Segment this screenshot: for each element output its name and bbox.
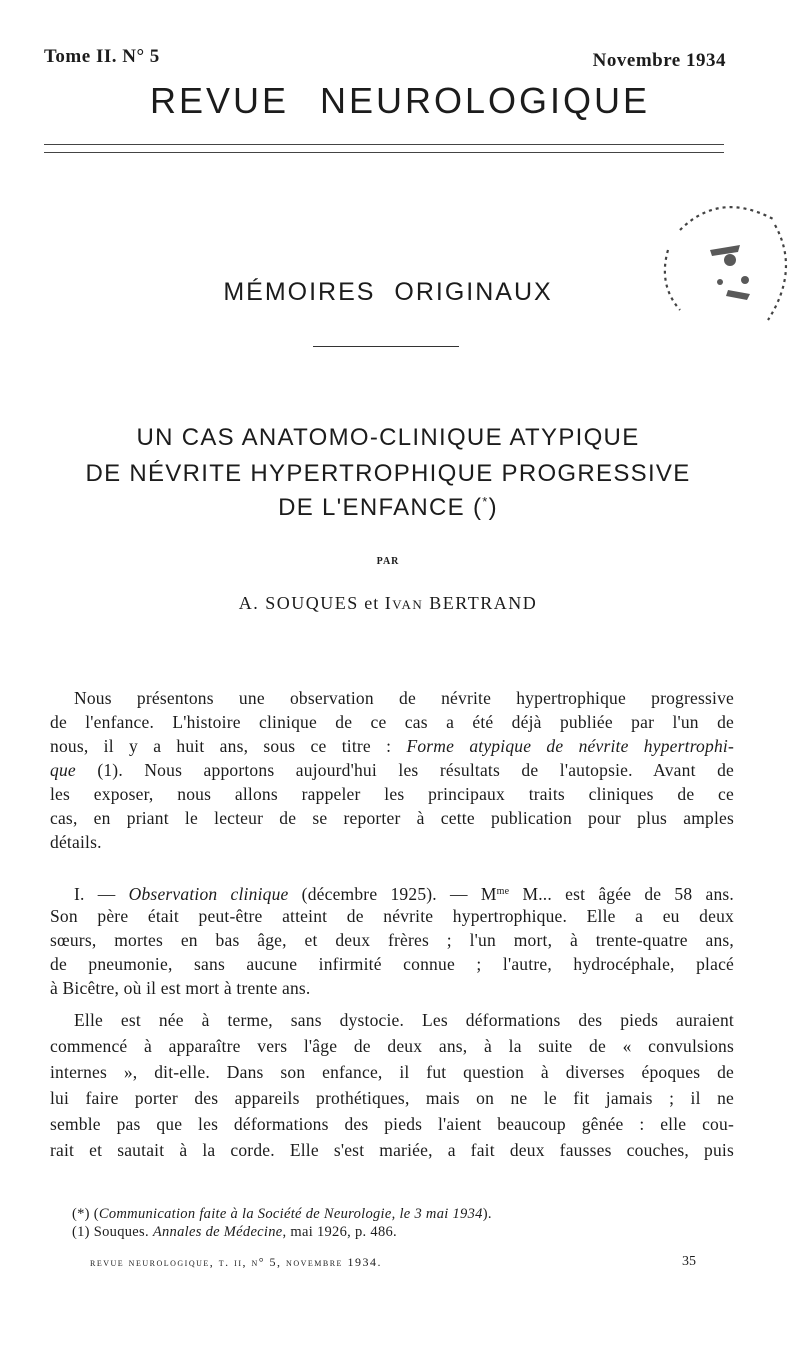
footnote-reference: (1) Souques. Annales de Médecine, mai 1926, p. 486. xyxy=(72,1224,397,1240)
intro-line: nous, il y a huit ans, sous ce titre : Forme atypique de névrite hypertrophi- xyxy=(50,736,734,756)
article-title-line-3: DE L'ENFANCE (*) xyxy=(278,494,498,521)
running-footer: revue neurologique, t. ii, n° 5, novembre 1934. xyxy=(90,1255,382,1269)
footnote-communication: (*) (Communication faite à la Société de Neurologie, le 3 mai 1934). xyxy=(72,1206,492,1222)
intro-line: de l'enfance. L'histoire clinique de ce cas a été déjà publiée par l'un de xyxy=(50,712,734,732)
observation-line: internes », dit-elle. Dans son enfance, il fut question à diverses époques de xyxy=(50,1062,734,1082)
author-bertrand: Ivan BERTRAND xyxy=(384,593,538,613)
intro-line: détails. xyxy=(50,832,102,852)
section-title: MÉMOIRES ORIGINAUX xyxy=(223,278,553,306)
byline-par: PAR xyxy=(376,556,400,567)
intro-line: cas, en priant le lecteur de se reporter à cette publication pour plus amples xyxy=(50,808,734,828)
observation-line: semble pas que les déformations des pieds l'aient beaucoup gênée : elle cou- xyxy=(50,1114,734,1134)
article-title-line-1: UN CAS ANATOMO-CLINIQUE ATYPIQUE xyxy=(136,424,640,451)
observation-line: commencé à apparaître vers l'âge de deux ans, à la suite de « convulsions xyxy=(50,1036,734,1056)
intro-line: que (1). Nous apportons aujourd'hui les résultats de l'autopsie. Avant de xyxy=(50,760,734,780)
observation-line: rait et sautait à la corde. Elle s'est mariée, a fait deux fausses couches, puis xyxy=(50,1140,734,1160)
observation-line: à Bicêtre, où il est mort à trente ans. xyxy=(50,978,311,998)
section-divider xyxy=(313,346,459,347)
observation-line: lui faire porter des appareils prothétiques, mais on ne le fit jamais ; il ne xyxy=(50,1088,734,1108)
observation-line: de pneumonie, sans aucune infirmité connue ; l'autre, hydrocéphale, placé xyxy=(50,954,734,974)
journal-title: REVUE NEUROLOGIQUE xyxy=(149,80,651,121)
intro-line: les exposer, nous allons rappeler les principaux traits cliniques de ce xyxy=(50,784,734,804)
observation-line: I. — Observation clinique (décembre 1925). — $M^{me}$ M... est âgée de 58 ans. xyxy=(74,884,734,904)
observation-line: Son père était peut-être atteint de névrite hypertrophique. Elle a eu deux xyxy=(50,906,734,926)
authors: A. SOUQUES et Ivan BERTRAND xyxy=(238,593,538,613)
author-souques: A. SOUQUES xyxy=(238,593,359,613)
library-stamp xyxy=(650,190,790,335)
intro-line: Nous présentons une observation de névrite hypertrophique progressive xyxy=(74,688,734,708)
volume-number: Tome II. N° 5 xyxy=(44,46,160,67)
article-title-line-2: DE NÉVRITE HYPERTROPHIQUE PROGRESSIVE xyxy=(85,460,691,487)
header-rule-top xyxy=(44,144,724,145)
observation-line: Elle est née à terme, sans dystocie. Les déformations des pieds auraient xyxy=(74,1010,734,1030)
issue-date: Novembre 1934 xyxy=(592,50,726,71)
header-rule-bottom xyxy=(44,152,724,153)
observation-line: sœurs, mortes en bas âge, et deux frères ; l'un mort, à trente-quatre ans, xyxy=(50,930,734,950)
footnote-mark: * xyxy=(482,494,489,509)
page-number: 35 xyxy=(682,1254,696,1269)
